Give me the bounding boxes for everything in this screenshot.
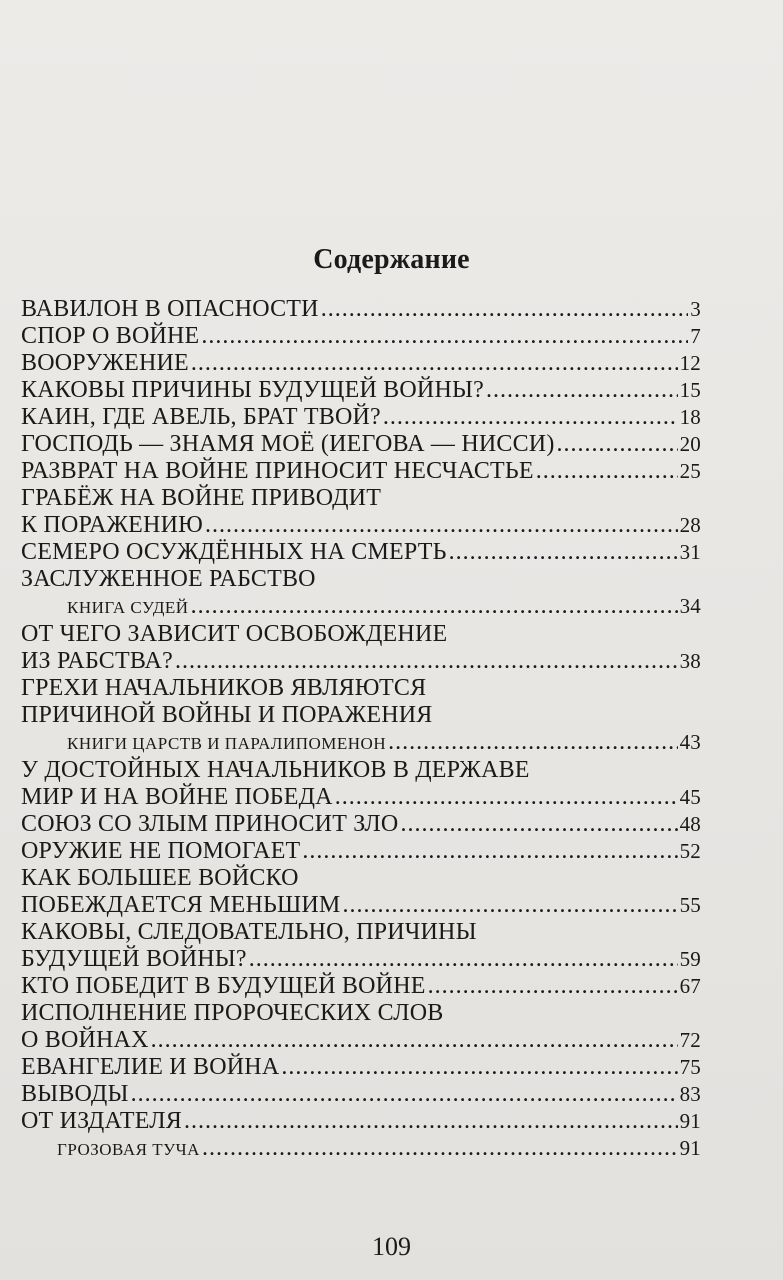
- toc-entry-title: ГОСПОДЬ — ЗНАМЯ МОЁ (ИЕГОВА — НИССИ): [21, 431, 555, 457]
- toc-entry-title: ГРАБЁЖ НА ВОЙНЕ ПРИВОДИТ: [21, 485, 382, 511]
- toc-entry: [21, 1135, 701, 1163]
- toc-page-number: 59: [679, 947, 701, 971]
- toc-entry: [21, 973, 701, 1000]
- toc-entry-title: ОТ ЧЕГО ЗАВИСИТ ОСВОБОЖДЕНИЕ: [21, 621, 448, 647]
- toc-entry-title-continued: ПОБЕЖДАЕТСЯ МЕНЬШИМ: [21, 892, 341, 918]
- toc-entry-title: ЗАСЛУЖЕННОЕ РАБСТВО: [21, 566, 316, 592]
- toc-page-number: 12: [679, 351, 701, 375]
- toc-entry-title: ЕВАНГЕЛИЕ И ВОЙНА: [21, 1054, 280, 1080]
- toc-entry-title: ВЫВОДЫ: [21, 1081, 129, 1107]
- toc-page-number: 7: [690, 324, 701, 348]
- dot-leader: [486, 377, 678, 404]
- toc-page-number: 18: [679, 405, 701, 429]
- toc-entry-title-continued: О ВОЙНАХ: [21, 1027, 149, 1053]
- toc-entry: [21, 323, 701, 350]
- toc-page-number: 28: [679, 513, 701, 537]
- toc-entry: [21, 1054, 701, 1081]
- dot-leader: [335, 784, 678, 811]
- toc-entry: [21, 458, 701, 485]
- toc-entry: [21, 350, 701, 377]
- dot-leader: [191, 350, 678, 377]
- table-of-contents: [21, 296, 701, 1163]
- toc-entry-title-continued: БУДУЩЕЙ ВОЙНЫ?: [21, 946, 247, 972]
- dot-leader: [205, 512, 678, 539]
- toc-entry: [21, 485, 701, 539]
- toc-entry-title: РАЗВРАТ НА ВОЙНЕ ПРИНОСИТ НЕСЧАСТЬЕ: [21, 458, 534, 484]
- toc-entry-title-continued: ИЗ РАБСТВА?: [21, 648, 173, 674]
- toc-entry-title: КАИН, ГДЕ АВЕЛЬ, БРАТ ТВОЙ?: [21, 404, 381, 430]
- dot-leader: [175, 648, 678, 675]
- dot-leader: [202, 1135, 678, 1162]
- toc-entry-title: КАКОВЫ, СЛЕДОВАТЕЛЬНО, ПРИЧИНЫ: [21, 919, 477, 945]
- toc-page-number: 67: [679, 974, 701, 998]
- dot-leader: [321, 296, 689, 323]
- toc-entry-title-continued: К ПОРАЖЕНИЮ: [21, 512, 203, 538]
- toc-entry-subtitle: КНИГА СУДЕЙ: [67, 598, 189, 617]
- dot-leader: [400, 811, 677, 838]
- toc-entry: [21, 865, 701, 919]
- dot-leader: [342, 892, 677, 919]
- dot-leader: [557, 431, 678, 458]
- toc-entry: [21, 377, 701, 404]
- toc-entry-title: КАКОВЫ ПРИЧИНЫ БУДУЩЕЙ ВОЙНЫ?: [21, 377, 484, 403]
- toc-page-number: 52: [679, 839, 701, 863]
- toc-entry-title-continued: ПРИЧИНОЙ ВОЙНЫ И ПОРАЖЕНИЯ: [21, 702, 433, 728]
- toc-page-number: 43: [679, 730, 701, 754]
- dot-leader: [428, 973, 678, 1000]
- toc-entry: [21, 838, 701, 865]
- toc-entry: [21, 919, 701, 973]
- toc-entry-title: КТО ПОБЕДИТ В БУДУЩЕЙ ВОЙНЕ: [21, 973, 426, 999]
- contents-heading: Содержание: [313, 244, 470, 275]
- toc-entry: [21, 1108, 701, 1135]
- toc-entry: [21, 1000, 701, 1054]
- toc-entry: [21, 539, 701, 566]
- toc-page-number: 45: [679, 785, 701, 809]
- toc-entry-title: СПОР О ВОЙНЕ: [21, 323, 200, 349]
- dot-leader: [184, 1108, 678, 1135]
- toc-entry-title: ИСПОЛНЕНИЕ ПРОРОЧЕСКИХ СЛОВ: [21, 1000, 444, 1026]
- toc-entry-title: КАК БОЛЬШЕЕ ВОЙСКО: [21, 865, 299, 891]
- toc-page-number: 48: [679, 812, 701, 836]
- dot-leader: [201, 323, 688, 350]
- toc-entry-title: У ДОСТОЙНЫХ НАЧАЛЬНИКОВ В ДЕРЖАВЕ: [21, 757, 530, 783]
- toc-page-number: 91: [679, 1136, 701, 1160]
- toc-page-number: 20: [679, 432, 701, 456]
- page-number: 109: [372, 1232, 411, 1261]
- toc-entry: [21, 566, 701, 621]
- toc-page-number: 38: [679, 649, 701, 673]
- toc-entry-title: СОЮЗ СО ЗЛЫМ ПРИНОСИТ ЗЛО: [21, 811, 399, 837]
- dot-leader: [249, 946, 678, 973]
- toc-entry: [21, 431, 701, 458]
- dot-leader: [388, 729, 677, 756]
- toc-entry-subtitle: ГРОЗОВАЯ ТУЧА: [57, 1140, 200, 1159]
- toc-page-number: 15: [679, 378, 701, 402]
- toc-entry-title: ВООРУЖЕНИЕ: [21, 350, 189, 376]
- toc-entry-title: ГРЕХИ НАЧАЛЬНИКОВ ЯВЛЯЮТСЯ: [21, 675, 427, 701]
- dot-leader: [302, 838, 677, 865]
- toc-page-number: 34: [679, 594, 701, 618]
- toc-entry-title: ОРУЖИЕ НЕ ПОМОГАЕТ: [21, 838, 301, 864]
- toc-page-number: 83: [679, 1082, 701, 1106]
- toc-entry-title-continued: МИР И НА ВОЙНЕ ПОБЕДА: [21, 784, 333, 810]
- toc-entry: [21, 811, 701, 838]
- toc-entry: [21, 675, 701, 757]
- toc-entry-title: СЕМЕРО ОСУЖДЁННЫХ НА СМЕРТЬ: [21, 539, 447, 565]
- dot-leader: [281, 1054, 677, 1081]
- toc-entry: [21, 621, 701, 675]
- toc-page-number: 55: [679, 893, 701, 917]
- dot-leader: [151, 1027, 678, 1054]
- toc-page-number: 72: [679, 1028, 701, 1052]
- dot-leader: [131, 1081, 678, 1108]
- toc-entry: [21, 404, 701, 431]
- dot-leader: [191, 593, 678, 620]
- toc-page-number: 25: [679, 459, 701, 483]
- toc-entry: [21, 757, 701, 811]
- toc-entry: [21, 1081, 701, 1108]
- toc-entry-title: ВАВИЛОН В ОПАСНОСТИ: [21, 296, 319, 322]
- toc-page-number: 91: [679, 1109, 701, 1133]
- toc-page-number: 75: [679, 1055, 701, 1079]
- toc-page-number: 31: [679, 540, 701, 564]
- dot-leader: [536, 458, 678, 485]
- dot-leader: [449, 539, 678, 566]
- toc-page-number: 3: [690, 297, 701, 321]
- toc-entry-title: ОТ ИЗДАТЕЛЯ: [21, 1108, 182, 1134]
- toc-entry-subtitle: КНИГИ ЦАРСТВ И ПАРАЛИПОМЕНОН: [67, 734, 387, 753]
- dot-leader: [383, 404, 678, 431]
- toc-entry: [21, 296, 701, 323]
